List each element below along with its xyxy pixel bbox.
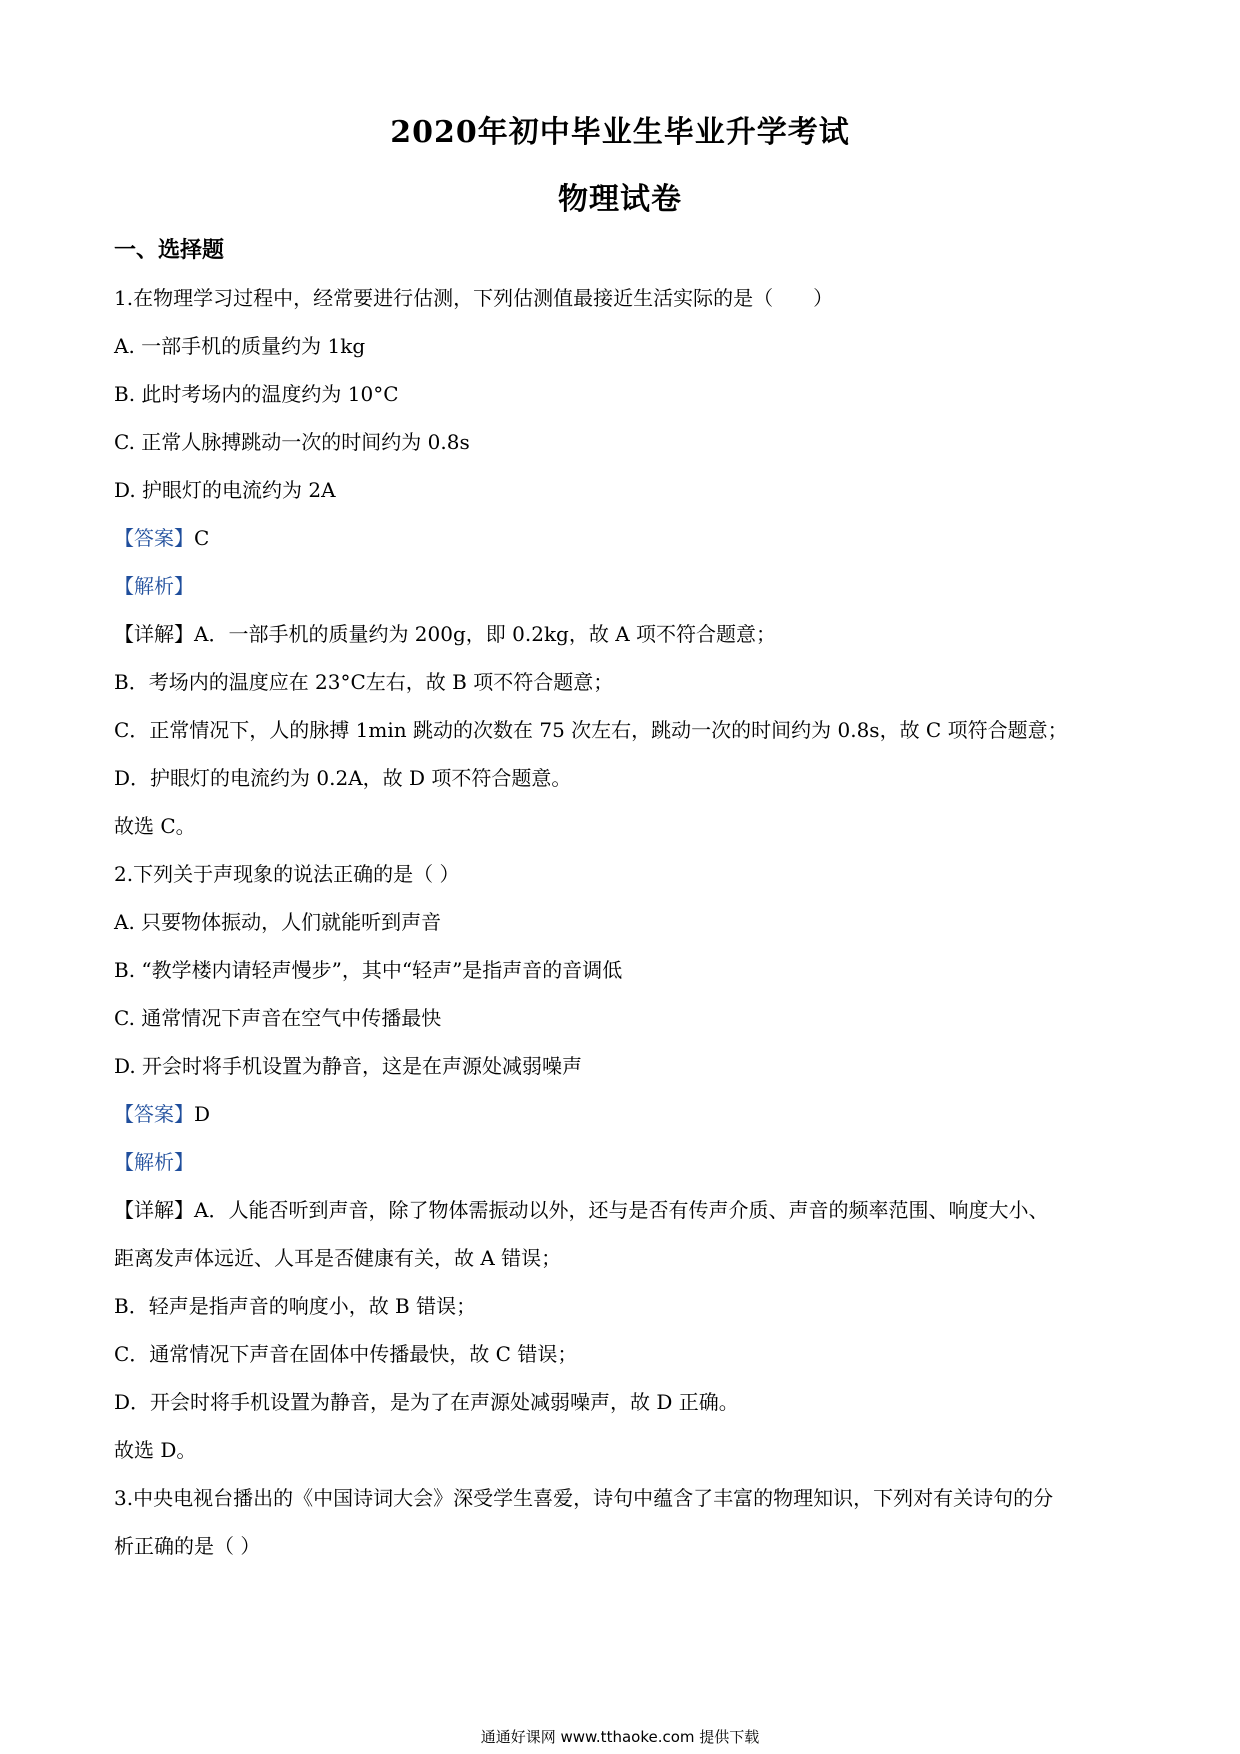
q1-detail-4: D．护眼灯的电流约为 0.2A，故 D 项不符合题意。 bbox=[114, 766, 572, 790]
q1-option-d: D. 护眼灯的电流约为 2A bbox=[114, 478, 336, 502]
section-title: 一、选择题 bbox=[114, 237, 225, 263]
q1-answer-value: C bbox=[194, 526, 210, 550]
q2-detail-4: C．通常情况下声音在固体中传播最快，故 C 错误； bbox=[114, 1342, 578, 1366]
q2-answer-value: D bbox=[194, 1102, 211, 1126]
q2-option-b: B. “教学楼内请轻声慢步”，其中“轻声”是指声音的音调低 bbox=[114, 958, 623, 982]
q3-stem-line-1: 3.中央电视台播出的《中国诗词大会》深受学生喜爱，诗句中蕴含了丰富的物理知识，下列对有关诗句的分 bbox=[114, 1486, 1054, 1510]
q2-analysis-tag: 【解析】 bbox=[114, 1150, 194, 1174]
q2-option-d: D. 开会时将手机设置为静音，这是在声源处减弱噪声 bbox=[114, 1054, 583, 1078]
q2-option-a: A. 只要物体振动，人们就能听到声音 bbox=[114, 910, 442, 934]
q1-option-a: A. 一部手机的质量约为 1kg bbox=[114, 334, 366, 358]
q2-detail-1: 【详解】A．人能否听到声音，除了物体需振动以外，还与是否有传声介质、声音的频率范围、响度大小、 bbox=[114, 1198, 1049, 1222]
q2-stem: 2.下列关于声现象的说法正确的是（ ） bbox=[114, 862, 460, 886]
exam-title: 2020年初中毕业生毕业升学考试 bbox=[390, 115, 850, 150]
q1-answer-tag: 【答案】 bbox=[114, 526, 194, 550]
q2-detail-2: 距离发声体远近、人耳是否健康有关，故 A 错误； bbox=[114, 1246, 562, 1270]
exam-subtitle: 物理试卷 bbox=[558, 182, 682, 217]
q2-answer-tag: 【答案】 bbox=[114, 1102, 194, 1126]
q1-detail-1: 【详解】A．一部手机的质量约为 200g，即 0.2kg，故 A 项不符合题意； bbox=[114, 622, 777, 646]
q3-stem-line-2: 析正确的是（ ） bbox=[114, 1534, 261, 1558]
q1-answer bbox=[114, 524, 209, 552]
q1-option-c: C. 正常人脉搏跳动一次的时间约为 0.8s bbox=[114, 430, 470, 454]
footer-source: 通通好课网 www.tthaoke.com 提供下载 bbox=[480, 1728, 760, 1746]
q2-conclusion: 故选 D。 bbox=[114, 1438, 197, 1462]
q2-answer bbox=[114, 1100, 210, 1128]
q1-conclusion: 故选 C。 bbox=[114, 814, 196, 838]
q1-detail-3: C．正常情况下，人的脉搏 1min 跳动的次数在 75 次左右，跳动一次的时间约为 0.8s，故 C 项符合题意； bbox=[114, 718, 1068, 742]
q1-stem: 1.在物理学习过程中，经常要进行估测，下列估测值最接近生活实际的是（ ） bbox=[114, 286, 834, 310]
q1-detail-2: B．考场内的温度应在 23°C左右，故 B 项不符合题意； bbox=[114, 670, 614, 694]
q1-option-b: B. 此时考场内的温度约为 10°C bbox=[114, 382, 399, 406]
q2-detail-3: B．轻声是指声音的响度小，故 B 错误； bbox=[114, 1294, 477, 1318]
q2-option-c: C. 通常情况下声音在空气中传播最快 bbox=[114, 1006, 442, 1030]
q2-detail-5: D．开会时将手机设置为静音，是为了在声源处减弱噪声，故 D 正确。 bbox=[114, 1390, 739, 1414]
q1-analysis-tag: 【解析】 bbox=[114, 574, 194, 598]
